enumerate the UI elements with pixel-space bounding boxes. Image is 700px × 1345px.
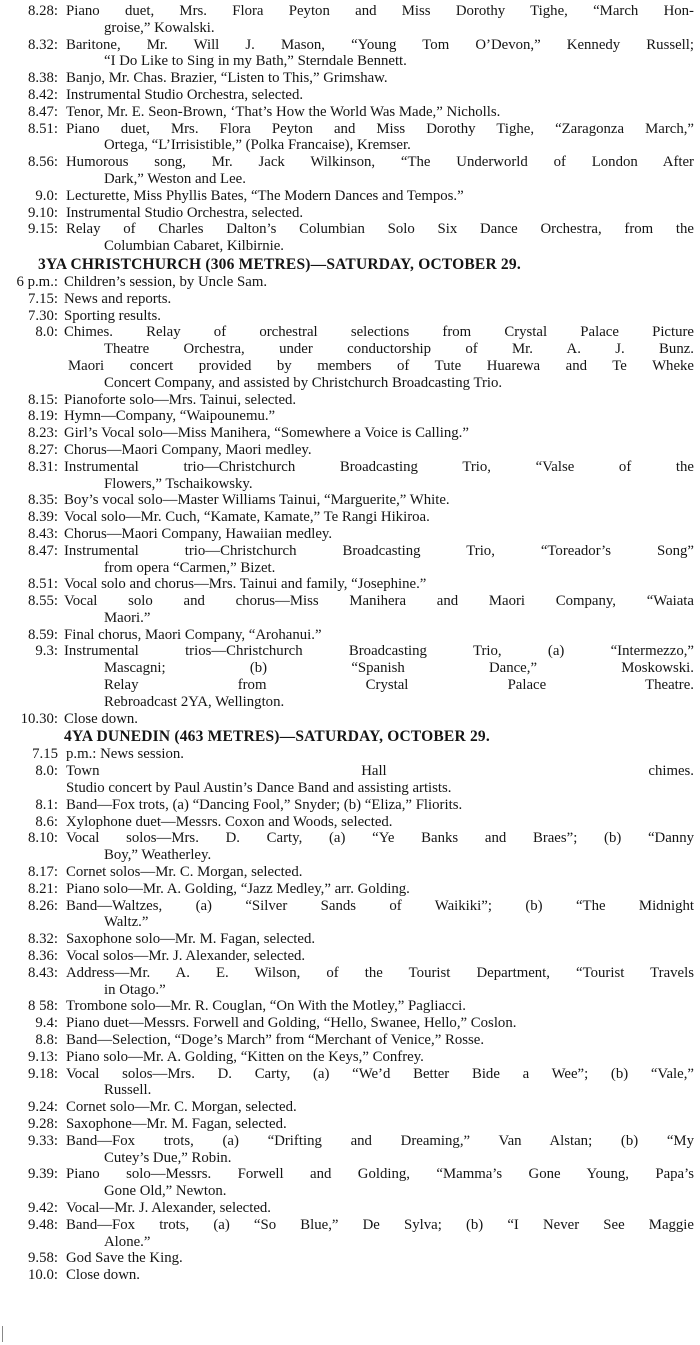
entry-text: Maori concert provided by members of Tute Huarewa and Te Wheke	[68, 357, 694, 374]
entry-line	[0, 643, 700, 660]
entry-time: 8.15:	[27, 391, 58, 408]
entry-time: 6 p.m.:	[16, 273, 58, 290]
entry-text: Studio concert by Paul Austin’s Dance Band and assisting artists.	[66, 780, 452, 797]
entry-line	[0, 1267, 700, 1284]
entry-time: 9.33:	[27, 1132, 58, 1149]
entry-text: Vocal—Mr. J. Alexander, selected.	[66, 1199, 272, 1216]
schedule-entry	[0, 898, 700, 932]
entry-time: 7.30:	[27, 307, 58, 324]
section-heading-4ya: 4YA DUNEDIN (463 METRES)—SATURDAY, OCTOBER 29.	[64, 728, 490, 746]
entry-time: 8.31:	[27, 458, 58, 475]
entry-line	[0, 763, 700, 780]
entry-text: Boy’s vocal solo—Master Williams Tainui, “Marguerite,” White.	[64, 492, 450, 509]
entry-time: 9.42:	[27, 1199, 58, 1216]
schedule-entry	[0, 1217, 700, 1251]
entry-text: Rebroadcast 2YA, Wellington.	[104, 693, 285, 710]
entry-text: Ortega, “L’Irrisistible,” (Polka Francaise), Kremser.	[104, 137, 411, 154]
entry-time: 8.36:	[27, 948, 58, 965]
entry-continuation-line	[0, 1234, 700, 1251]
entry-text: Saxophone—Mr. M. Fagan, selected.	[66, 1116, 287, 1132]
entry-line	[0, 881, 700, 898]
entry-line	[0, 425, 700, 442]
schedule-entry	[0, 308, 700, 325]
entry-line	[0, 814, 700, 831]
entry-text: Concert Company, and assisted by Christchurch Broadcasting Trio.	[104, 374, 503, 391]
entry-time: 8.26:	[27, 897, 58, 914]
entry-line	[0, 3, 700, 20]
entry-line	[0, 576, 700, 593]
entry-text: Vocal solo—Mr. Cuch, “Kamate, Kamate,” Te Rangi Hikiroa.	[64, 509, 430, 526]
entry-text: Alone.”	[104, 1233, 151, 1250]
entry-time: 9.0:	[35, 187, 58, 204]
entry-line	[0, 408, 700, 425]
entry-text: Vocal solos—Mrs. D. Carty, (a) “We’d Better Bide a Wee”; (b) “Vale,”	[66, 1065, 694, 1082]
entry-text: Hymn—Company, “Waipounemu.”	[64, 408, 276, 425]
entry-time: 8.35:	[27, 492, 58, 509]
entry-text: Piano duet, Mrs. Flora Peyton and Miss Dorothy Tighe, “March Hon-	[66, 3, 694, 19]
entry-continuation-line	[0, 560, 700, 577]
entry-time: 8.43:	[27, 525, 58, 542]
schedule-entry	[0, 87, 700, 104]
entry-continuation-line	[0, 847, 700, 864]
schedule-entry	[0, 291, 700, 308]
entry-line	[0, 998, 700, 1015]
entry-time: 8.27:	[27, 441, 58, 458]
entry-line	[0, 154, 700, 171]
entry-text: Dark,” Weston and Lee.	[104, 170, 246, 187]
entry-line	[0, 746, 700, 763]
entry-time: 9.39:	[27, 1166, 58, 1183]
entry-continuation-line	[0, 137, 700, 154]
entry-text: Piano solo—Mr. A. Golding, “Jazz Medley,” arr. Golding.	[66, 880, 410, 897]
entry-continuation-line	[0, 677, 700, 694]
entry-text: Chorus—Maori Company, Hawaiian medley.	[64, 525, 333, 542]
entry-line	[0, 324, 700, 341]
entry-line	[0, 1250, 700, 1267]
schedule-entry	[0, 1049, 700, 1066]
entry-line	[0, 121, 700, 138]
entry-continuation-line	[0, 694, 700, 711]
entry-continuation-line	[0, 20, 700, 37]
entry-line	[0, 509, 700, 526]
schedule-entry	[0, 830, 700, 864]
entry-time: 8.43:	[27, 964, 58, 981]
entry-continuation-line	[0, 914, 700, 931]
entry-text: Piano duet—Messrs. Forwell and Golding, “Hello, Swanee, Hello,” Coslon.	[66, 1015, 517, 1032]
entry-text: from opera “Carmen,” Bizet.	[104, 559, 276, 576]
entry-text: p.m.: News session.	[66, 746, 184, 763]
schedule-entry	[0, 711, 700, 728]
entry-text: Maori.”	[104, 609, 151, 626]
schedule-entry	[0, 1200, 700, 1217]
schedule-entry	[0, 1250, 700, 1267]
entry-time: 8.42:	[27, 86, 58, 103]
schedule-entry	[0, 763, 700, 797]
entry-time: 9.10:	[27, 204, 58, 221]
entry-line	[0, 392, 700, 409]
entry-text: Vocal solo and chorus—Mrs. Tainui and family, “Josephine.”	[64, 576, 427, 593]
entry-time: 9.3:	[35, 643, 58, 660]
entry-text: Chimes. Relay of orchestral selections from Crystal Palace Picture	[64, 324, 694, 341]
page-edge-mark	[2, 1326, 3, 1342]
entry-time: 9.48:	[27, 1216, 58, 1233]
schedule-entry	[0, 1116, 700, 1133]
entry-time: 10.30:	[20, 710, 58, 727]
entry-text: Chorus—Maori Company, Maori medley.	[64, 441, 312, 458]
entry-time: 9.13:	[27, 1048, 58, 1065]
schedule-entry	[0, 1133, 700, 1167]
entry-continuation-line	[0, 476, 700, 493]
entry-continuation-line	[0, 780, 700, 797]
entry-line	[0, 711, 700, 728]
entry-text: Trombone solo—Mr. R. Couglan, “On With the Motley,” Pagliacci.	[66, 998, 466, 1015]
entry-time: 10.0:	[27, 1267, 58, 1284]
entry-continuation-line	[0, 1150, 700, 1167]
entry-line	[0, 274, 700, 291]
entry-text: Cornet solo—Mr. C. Morgan, selected.	[66, 1099, 297, 1116]
schedule-entry	[0, 274, 700, 291]
schedule-entry	[0, 814, 700, 831]
section-continued	[0, 3, 700, 255]
entry-time: 8.38:	[27, 70, 58, 87]
entry-text: Waltz.”	[104, 914, 149, 931]
schedule-entry	[0, 425, 700, 442]
entry-line	[0, 931, 700, 948]
schedule-entry	[0, 797, 700, 814]
entry-time: 7.15:	[27, 290, 58, 307]
entry-text: Instrumental trios—Christchurch Broadcasting Trio, (a) “Intermezzo,”	[64, 643, 694, 660]
entry-time: 9.28:	[27, 1116, 58, 1132]
entry-time: 8.23:	[27, 425, 58, 442]
entry-text: Cornet solos—Mr. C. Morgan, selected.	[66, 864, 303, 881]
entry-continuation-line	[0, 1183, 700, 1200]
section-3ya-christchurch	[0, 274, 700, 728]
entry-time: 8.0:	[35, 324, 58, 341]
schedule-entry	[0, 593, 700, 627]
entry-continuation-line	[0, 341, 700, 358]
schedule-entry	[0, 392, 700, 409]
entry-time: 8.17:	[27, 864, 58, 881]
entry-time: 8.32:	[27, 36, 58, 53]
entry-line	[0, 1166, 700, 1183]
entry-text: Instrumental Studio Orchestra, selected.	[66, 204, 304, 221]
entry-text: Instrumental trio—Christchurch Broadcasting Trio, “Valse of the	[64, 458, 694, 475]
entry-text: Children’s session, by Uncle Sam.	[64, 273, 268, 290]
entry-time: 8.10:	[27, 830, 58, 847]
entry-continuation-line	[0, 982, 700, 999]
entry-continuation-line	[0, 238, 700, 255]
entry-time: 8.55:	[27, 593, 58, 610]
entry-time: 8.39:	[27, 509, 58, 526]
entry-text: Final chorus, Maori Company, “Arohanui.”	[64, 626, 322, 643]
entry-time: 8.0:	[35, 763, 58, 780]
schedule-entry	[0, 442, 700, 459]
entry-line	[0, 221, 700, 238]
schedule-entry	[0, 746, 700, 763]
entry-time: 8.47:	[27, 103, 58, 120]
entry-text: Piano solo—Mr. A. Golding, “Kitten on the Keys,” Confrey.	[66, 1048, 424, 1065]
entry-text: Girl’s Vocal solo—Miss Manihera, “Somewhere a Voice is Calling.”	[64, 425, 469, 442]
entry-continuation-line	[0, 610, 700, 627]
entry-time: 8.1:	[35, 796, 58, 813]
entry-line	[0, 948, 700, 965]
section-heading-3ya: 3YA CHRISTCHURCH (306 METRES)—SATURDAY, OCTOBER 29.	[38, 255, 521, 273]
schedule-entry	[0, 1166, 700, 1200]
entry-text: Close down.	[64, 710, 138, 727]
entry-text: Flowers,” Tschaikowsky.	[104, 475, 253, 492]
entry-text: Pianoforte solo—Mrs. Tainui, selected.	[64, 391, 297, 408]
entry-line	[0, 37, 700, 54]
entry-text: Xylophone duet—Messrs. Coxon and Woods, selected.	[66, 813, 393, 830]
entry-text: Address—Mr. A. E. Wilson, of the Tourist Department, “Tourist Travels	[66, 964, 694, 981]
entry-text: Boy,” Weatherley.	[104, 847, 212, 864]
entry-line	[0, 188, 700, 205]
entry-time: 8.28:	[27, 3, 58, 19]
schedule-entry	[0, 154, 700, 188]
entry-continuation-line	[0, 660, 700, 677]
entry-continuation-line	[0, 358, 700, 375]
entry-continuation-line	[0, 1082, 700, 1099]
schedule-entry	[0, 948, 700, 965]
entry-time: 8.51:	[27, 120, 58, 137]
entry-text: Vocal solos—Mrs. D. Carty, (a) “Ye Banks and Braes”; (b) “Danny	[66, 830, 694, 847]
entry-line	[0, 308, 700, 325]
entry-text: Band—Fox trots, (a) “Drifting and Dreaming,” Van Alstan; (b) “My	[66, 1132, 694, 1149]
entry-line	[0, 1015, 700, 1032]
entry-text: Baritone, Mr. Will J. Mason, “Young Tom O’Devon,” Kennedy Russell;	[66, 36, 694, 53]
schedule-entry	[0, 121, 700, 155]
entry-line	[0, 593, 700, 610]
entry-text: groise,” Kowalski.	[104, 19, 215, 36]
schedule-entry	[0, 931, 700, 948]
entry-line	[0, 1133, 700, 1150]
entry-line	[0, 1049, 700, 1066]
entry-line	[0, 291, 700, 308]
entry-text: Vocal solo and chorus—Miss Manihera and Maori Company, “Waiata	[64, 593, 694, 610]
entry-text: Mascagni; (b) “Spanish Dance,” Moskowski.	[104, 660, 694, 677]
entry-time: 9.15:	[27, 221, 58, 238]
entry-text: Saxophone solo—Mr. M. Fagan, selected.	[66, 931, 316, 948]
entry-text: Instrumental Studio Orchestra, selected.	[66, 86, 304, 103]
program-page	[0, 3, 700, 1284]
entry-text: Band—Selection, “Doge’s March” from “Merchant of Venice,” Rosse.	[66, 1032, 485, 1049]
entry-time: 8.47:	[27, 542, 58, 559]
schedule-entry	[0, 643, 700, 710]
schedule-entry	[0, 37, 700, 71]
entry-time: 8 58:	[27, 998, 58, 1015]
entry-text: Banjo, Mr. Chas. Brazier, “Listen to This,” Grimshaw.	[66, 70, 388, 87]
entry-text: Sporting results.	[64, 307, 162, 324]
entry-line	[0, 104, 700, 121]
schedule-entry	[0, 1032, 700, 1049]
entry-time: 8.19:	[27, 408, 58, 425]
entry-time: 8.32:	[27, 931, 58, 948]
schedule-entry	[0, 205, 700, 222]
schedule-entry	[0, 1267, 700, 1284]
entry-line	[0, 492, 700, 509]
entry-line	[0, 864, 700, 881]
entry-text: Columbian Cabaret, Kilbirnie.	[104, 238, 284, 255]
schedule-entry	[0, 543, 700, 577]
entry-line	[0, 830, 700, 847]
entry-continuation-line	[0, 171, 700, 188]
schedule-entry	[0, 1066, 700, 1100]
entry-line	[0, 87, 700, 104]
entry-continuation-line	[0, 375, 700, 392]
entry-time: 9.58:	[27, 1250, 58, 1267]
entry-time: 8.21:	[27, 880, 58, 897]
entry-line	[0, 965, 700, 982]
schedule-entry	[0, 408, 700, 425]
entry-time: 9.4:	[35, 1015, 58, 1032]
entry-text: Piano duet, Mrs. Flora Peyton and Miss Dorothy Tighe, “Zaragonza March,”	[66, 120, 694, 137]
entry-line	[0, 1099, 700, 1116]
entry-text: in Otago.”	[104, 981, 166, 998]
schedule-entry	[0, 3, 700, 37]
entry-text: Vocal solos—Mr. J. Alexander, selected.	[66, 948, 306, 965]
schedule-entry	[0, 526, 700, 543]
entry-line	[0, 1066, 700, 1083]
entry-line	[0, 442, 700, 459]
entry-time: 9.18:	[27, 1065, 58, 1082]
entry-text: Close down.	[66, 1267, 140, 1284]
schedule-entry	[0, 864, 700, 881]
entry-text: Piano solo—Messrs. Forwell and Golding, “Mamma’s Gone Young, Papa’s	[66, 1166, 694, 1183]
entry-line	[0, 526, 700, 543]
entry-text: Humorous song, Mr. Jack Wilkinson, “The Underworld of London After	[66, 154, 694, 171]
entry-time: 8.8:	[35, 1032, 58, 1049]
schedule-entry	[0, 324, 700, 391]
entry-text: God Save the King.	[66, 1250, 183, 1267]
entry-text: Tenor, Mr. E. Seon-Brown, ‘That’s How the World Was Made,” Nicholls.	[66, 103, 501, 120]
entry-continuation-line	[0, 53, 700, 70]
schedule-entry	[0, 188, 700, 205]
schedule-entry	[0, 627, 700, 644]
entry-text: Lecturette, Miss Phyllis Bates, “The Modern Dances and Tempos.”	[66, 187, 464, 204]
schedule-entry	[0, 509, 700, 526]
entry-text: “I Do Like to Sing in my Bath,” Sterndale Bennett.	[104, 53, 407, 70]
entry-time: 8.56:	[27, 154, 58, 171]
schedule-entry	[0, 1099, 700, 1116]
entry-line	[0, 627, 700, 644]
entry-time: 9.24:	[27, 1099, 58, 1116]
schedule-entry	[0, 104, 700, 121]
entry-line	[0, 797, 700, 814]
entry-text: Gone Old,” Newton.	[104, 1183, 227, 1200]
schedule-entry	[0, 221, 700, 255]
entry-line	[0, 898, 700, 915]
entry-line	[0, 1200, 700, 1217]
entry-line	[0, 543, 700, 560]
schedule-entry	[0, 1015, 700, 1032]
section-4ya-dunedin	[0, 746, 700, 1284]
entry-text: Band—Waltzes, (a) “Silver Sands of Waikiki”; (b) “The Midnight	[66, 897, 694, 914]
entry-line	[0, 205, 700, 222]
schedule-entry	[0, 70, 700, 87]
schedule-entry	[0, 965, 700, 999]
schedule-entry	[0, 459, 700, 493]
entry-line	[0, 70, 700, 87]
entry-text: Theatre Orchestra, under conductorship of Mr. A. J. Bunz.	[104, 341, 694, 358]
schedule-entry	[0, 576, 700, 593]
entry-text: Relay from Crystal Palace Theatre.	[104, 677, 694, 694]
entry-text: Instrumental trio—Christchurch Broadcasting Trio, “Toreador’s Song”	[64, 542, 694, 559]
entry-text: Band—Fox trots, (a) “So Blue,” De Sylva; (b) “I Never See Maggie	[66, 1216, 694, 1233]
entry-line	[0, 1217, 700, 1234]
schedule-entry	[0, 492, 700, 509]
entry-time: 8.51:	[27, 576, 58, 593]
entry-text: Russell.	[104, 1082, 152, 1099]
schedule-entry	[0, 881, 700, 898]
entry-time: 7.15	[32, 746, 58, 763]
entry-time: 8.6:	[35, 813, 58, 830]
entry-text: Town Hall chimes.	[66, 763, 694, 780]
entry-text: Band—Fox trots, (a) “Dancing Fool,” Snyder; (b) “Eliza,” Fliorits.	[66, 796, 463, 813]
entry-time: 8.59:	[27, 626, 58, 643]
entry-text: Cutey’s Due,” Robin.	[104, 1149, 232, 1166]
entry-line	[0, 459, 700, 476]
entry-text: Relay of Charles Dalton’s Columbian Solo Six Dance Orchestra, from the	[66, 221, 694, 238]
entry-line	[0, 1032, 700, 1049]
entry-line	[0, 1116, 700, 1133]
entry-text: News and reports.	[64, 290, 172, 307]
schedule-entry	[0, 998, 700, 1015]
